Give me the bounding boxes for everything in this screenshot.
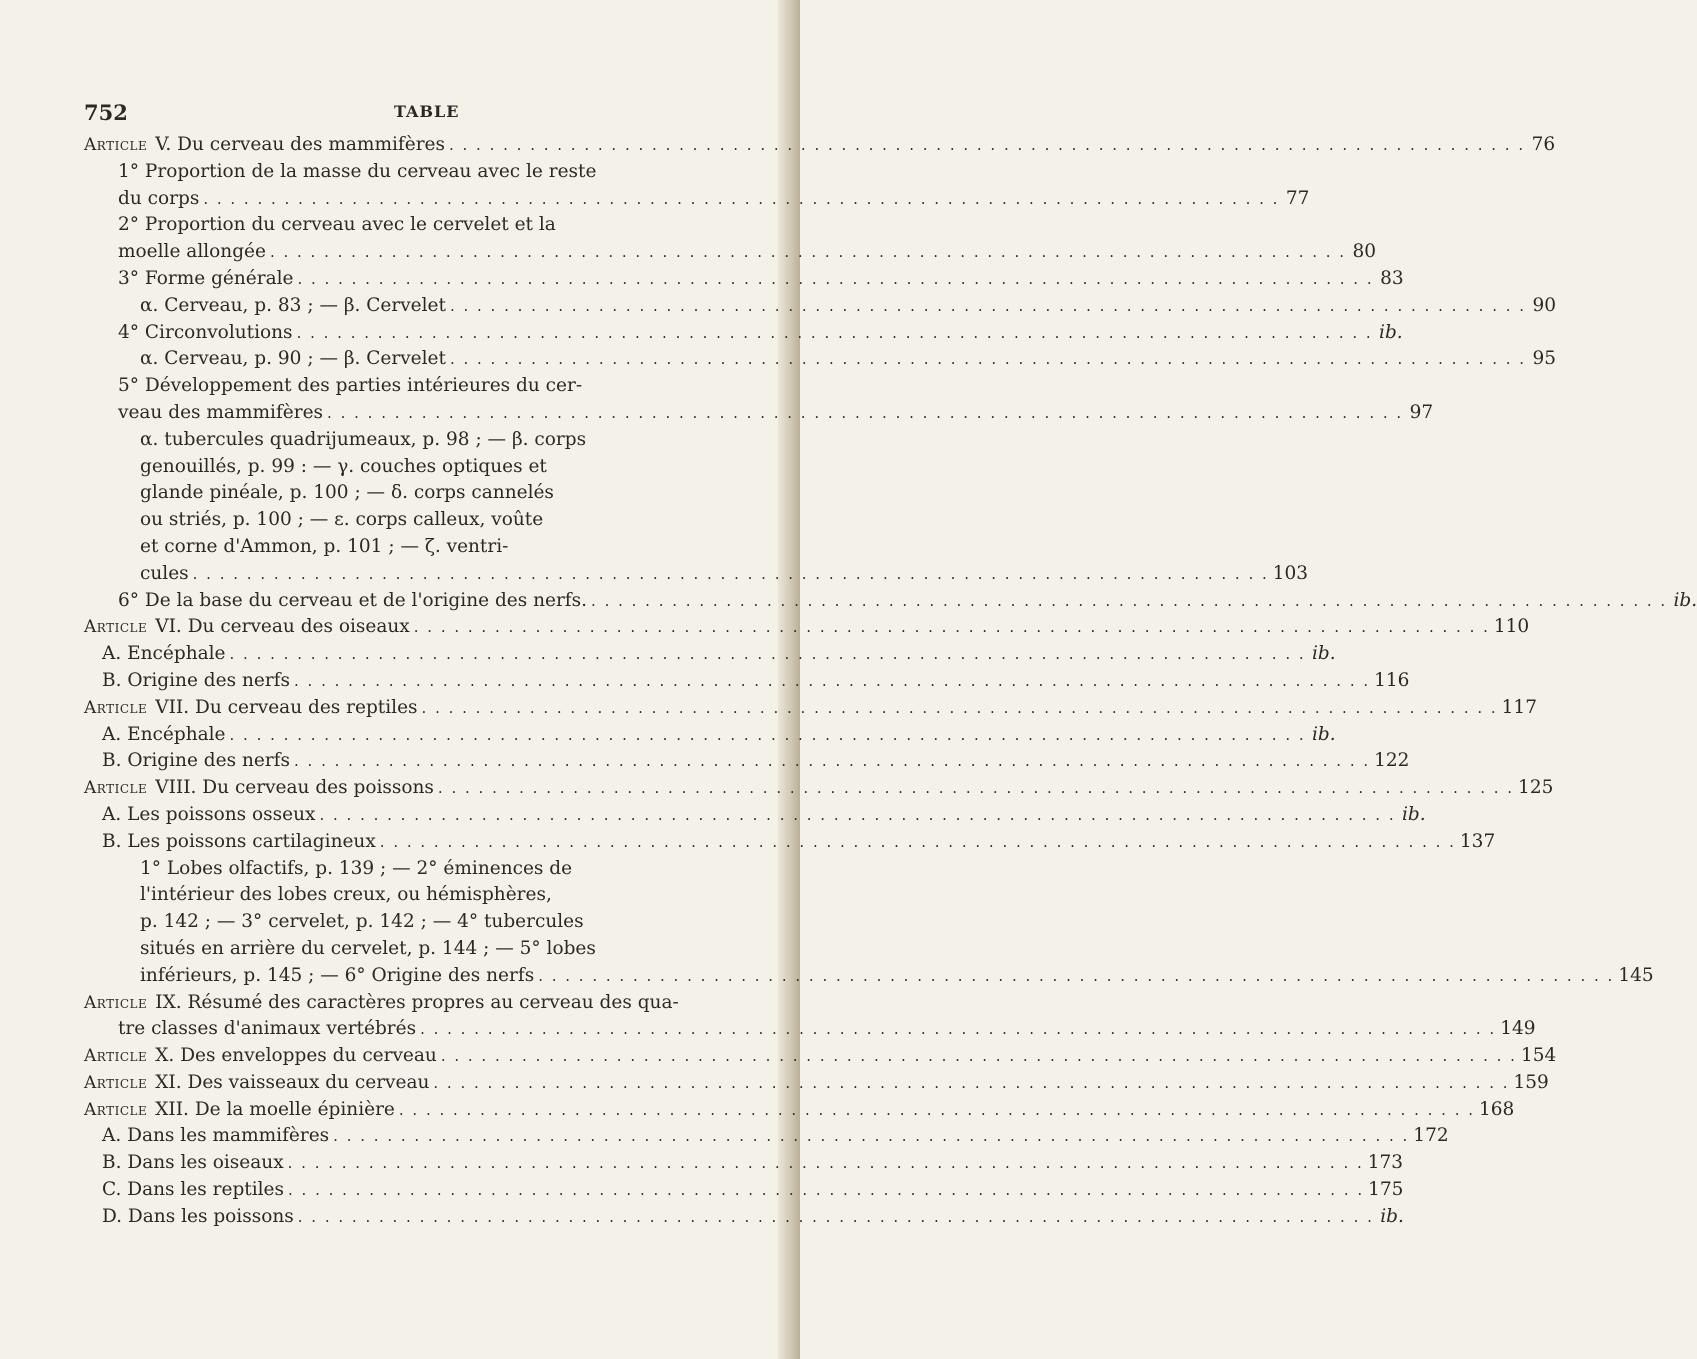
toc-entry-label: [102, 829, 376, 856]
toc-entry-label: [118, 266, 293, 293]
toc-entry-label: [118, 320, 293, 347]
toc-entry-label: [84, 990, 679, 1017]
toc-entry-text: du corps: [118, 187, 200, 209]
toc-entry-label: [102, 722, 226, 749]
toc-entry-text: XII. De la moelle épinière: [155, 1098, 395, 1120]
toc-entry-text: VIII. Du cerveau des poissons: [155, 777, 434, 799]
toc-entry-text: situés en arrière du cervelet, p. 144 ; — 5° lobes: [140, 937, 596, 959]
toc-article-entry: [84, 614, 1530, 641]
dot-leader: . . . . . . . . . . . . . . . . . . . . . . . . . . . . . . . . . . . . . . . . . . . . . . . . . . . . . . . . . . . . . . . . . . . . . . . . . . . . . . . .: [448, 136, 1526, 154]
dot-leader: . . . . . . . . . . . . . . . . . . . . . . . . . . . . . . . . . . . . . . . . . . . . . . . . . . . . . . . . . . . . . . . . . . . . . . . . . . . . . . . .: [433, 1073, 1510, 1092]
toc-entry: [84, 748, 1410, 775]
toc-entry-text: et corne d'Ammon, p. 101 ; — ζ. ventri-: [140, 535, 509, 557]
toc-entry-label: [102, 748, 290, 775]
toc-entry-text: 6° De la base du cerveau et de l'origine des nerfs.: [118, 589, 588, 611]
toc-entry-label: [118, 400, 323, 427]
article-heading: Article: [84, 1072, 148, 1093]
toc-entry-text: 4° Circonvolutions: [118, 321, 293, 343]
toc-entry-label: [84, 1043, 437, 1070]
dot-leader: . . . . . . . . . . . . . . . . . . . . . . . . . . . . . . . . . . . . . . . . . . . . . . . . . . . . . . . . . . . . . . . . . . . . . . . . . . . . . . . .: [440, 1047, 1517, 1066]
toc-entry-text: IX. Résumé des caractères propres au cerveau des qua-: [155, 991, 679, 1013]
article-heading: Article: [84, 1046, 148, 1067]
toc-entry-text: inférieurs, p. 145 ; — 6° Origine des nerfs: [140, 964, 535, 986]
table-of-contents: [84, 132, 1697, 1231]
toc-entry-label: [140, 480, 554, 507]
dot-leader: . . . . . . . . . . . . . . . . . . . . . . . . . . . . . . . . . . . . . . . . . . . . . . . . . . . . . . . . . . . . . . . . . . . . . . . . . . . . . . . .: [294, 752, 1371, 771]
toc-entry-label: [102, 1204, 294, 1231]
toc-entry-label: [84, 1097, 395, 1124]
dot-leader: . . . . . . . . . . . . . . . . . . . . . . . . . . . . . . . . . . . . . . . . . . . . . . . . . . . . . . . . . . . . . . . . . . . . . . . . . . . . . . . .: [538, 966, 1615, 985]
toc-article-entry: [84, 1097, 1515, 1124]
toc-page-number: 145: [1618, 964, 1654, 986]
toc-entry-label: [102, 802, 315, 829]
toc-page-number: 116: [1374, 669, 1410, 691]
running-title: TABLE: [394, 102, 460, 121]
toc-entry: [84, 454, 724, 481]
toc-page-number: ib.: [1380, 1205, 1404, 1227]
dot-leader: . . . . . . . . . . . . . . . . . . . . . . . . . . . . . . . . . . . . . . . . . . . . . . . . . . . . . . . . . . . . . . . . . . . . . . . . . . . . . . . .: [269, 243, 1347, 262]
toc-entry: [84, 320, 1403, 347]
page-header: [84, 100, 729, 124]
toc-entry-label: [84, 1070, 429, 1097]
toc-page-number: 76: [1531, 134, 1556, 155]
toc-entry: [84, 1123, 1449, 1150]
toc-page-number: 80: [1352, 241, 1377, 263]
toc-entry-text: X. Des enveloppes du cerveau: [155, 1045, 437, 1067]
dot-leader: . . . . . . . . . . . . . . . . . . . . . . . . . . . . . . . . . . . . . . . . . . . . . . . . . . . . . . . . . . . . . . . . . . . . . . . . . . . . . . . .: [319, 805, 1396, 824]
toc-entry-label: [140, 427, 586, 454]
article-heading: Article: [84, 778, 148, 799]
toc-entry-label: [102, 1150, 284, 1177]
toc-entry-label: [140, 346, 446, 373]
toc-page-number: 122: [1374, 750, 1410, 772]
toc-entry: [84, 588, 1697, 615]
toc-entry-text: l'intérieur des lobes creux, ou hémisphères,: [140, 884, 552, 906]
toc-entry-label: [118, 373, 582, 400]
toc-entry: [84, 186, 1310, 213]
toc-entry-text: B. Dans les oiseaux: [102, 1152, 284, 1174]
toc-page-number: 97: [1409, 401, 1434, 423]
toc-entry: [84, 373, 724, 400]
toc-page-number: 90: [1532, 294, 1557, 316]
toc-article-entry: [84, 1070, 1549, 1097]
toc-page-number: 173: [1367, 1152, 1404, 1174]
toc-page-number: 168: [1479, 1098, 1515, 1120]
dot-leader: . . . . . . . . . . . . . . . . . . . . . . . . . . . . . . . . . . . . . . . . . . . . . . . . . . . . . . . . . . . . . . . . . . . . . . . . . . . . . . . .: [192, 564, 1269, 583]
dot-leader: . . . . . . . . . . . . . . . . . . . . . . . . . . . . . . . . . . . . . . . . . . . . . . . . . . . . . . . . . . . . . . . . . . . . . . . . . . . . . . . .: [437, 779, 1515, 798]
toc-entry: [84, 963, 1654, 990]
toc-page-number: 172: [1413, 1125, 1449, 1147]
toc-entry-label: [118, 159, 596, 186]
dot-leader: . . . . . . . . . . . . . . . . . . . . . . . . . . . . . . . . . . . . . . . . . . . . . . . . . . . . . . . . . . . . . . . . . . . . . . . . . . . . . . . .: [333, 1127, 1410, 1146]
toc-page-number: ib.: [1312, 643, 1336, 665]
toc-entry: [84, 159, 724, 186]
toc-entry-text: XI. Des vaisseaux du cerveau: [155, 1071, 430, 1093]
toc-page-number: 154: [1520, 1045, 1557, 1067]
toc-page-number: 159: [1513, 1071, 1549, 1093]
toc-entry-label: [140, 534, 508, 561]
dot-leader: . . . . . . . . . . . . . . . . . . . . . . . . . . . . . . . . . . . . . . . . . . . . . . . . . . . . . . . . . . . . . . . . . . . . . . . . . . . . . . . .: [229, 645, 1306, 664]
toc-entry: [84, 909, 724, 936]
toc-entry-text: B. Origine des nerfs: [102, 669, 290, 691]
toc-entry-label: [118, 186, 199, 213]
toc-article-entry: [84, 990, 724, 1017]
toc-entry-label: [140, 293, 446, 320]
dot-leader: . . . . . . . . . . . . . . . . . . . . . . . . . . . . . . . . . . . . . . . . . . . . . . . . . . . . . . . . . . . . . . . . . . . . . . . . . . . . . . . .: [449, 296, 1527, 315]
toc-entry-text: 2° Proportion du cerveau avec le cervelet et la: [118, 214, 556, 236]
toc-entry-text: B. Les poissons cartilagineux: [102, 830, 376, 852]
dot-leader: . . . . . . . . . . . . . . . . . . . . . . . . . . . . . . . . . . . . . . . . . . . . . . . . . . . . . . . . . . . . . . . . . . . . . . . . . . . . . . . .: [288, 1181, 1365, 1200]
toc-entry-label: [140, 963, 534, 990]
toc-entry-text: A. Dans les mammifères: [102, 1125, 330, 1147]
toc-page-number: ib.: [1379, 321, 1403, 343]
toc-entry-text: α. Cerveau, p. 90 ; — β. Cervelet: [140, 348, 446, 370]
toc-entry: [84, 400, 1434, 427]
dot-leader: . . . . . . . . . . . . . . . . . . . . . . . . . . . . . . . . . . . . . . . . . . . . . . . . . . . . . . . . . . . . . . . . . . . . . . . . . . . . . . . .: [297, 269, 1374, 288]
toc-entry: [84, 936, 724, 963]
toc-entry-label: [84, 132, 445, 159]
toc-entry-text: p. 142 ; — 3° cervelet, p. 142 ; — 4° tubercules: [140, 911, 584, 933]
dot-leader: . . . . . . . . . . . . . . . . . . . . . . . . . . . . . . . . . . . . . . . . . . . . . . . . . . . . . . . . . . . . . . . . . . . . . . . . . . . . . . . .: [327, 403, 1404, 422]
toc-article-entry: [84, 1043, 1557, 1070]
toc-entry: [84, 293, 1557, 320]
toc-entry: [84, 212, 724, 239]
toc-entry-label: [140, 454, 547, 481]
toc-entry: [84, 1177, 1404, 1204]
toc-entry: [84, 1150, 1404, 1177]
toc-page-number: 95: [1532, 348, 1557, 370]
toc-entry-label: [140, 909, 584, 936]
dot-leader: . . . . . . . . . . . . . . . . . . . . . . . . . . . . . . . . . . . . . . . . . . . . . . . . . . . . . . . . . . . . . . . . . . . . . . . . . . . . . . . .: [297, 1207, 1374, 1226]
dot-leader: . . . . . . . . . . . . . . . . . . . . . . . . . . . . . . . . . . . . . . . . . . . . . . . . . . . . . . . . . . . . . . . . . . . . . . . . . . . . . . . .: [296, 323, 1373, 342]
toc-entry: [84, 641, 1336, 668]
toc-entry-text: genouillés, p. 99 : — γ. couches optiques et: [140, 455, 547, 477]
toc-page-number: ib.: [1673, 589, 1697, 611]
toc-entry: [84, 722, 1336, 749]
toc-entry: [84, 668, 1410, 695]
toc-entry-label: [84, 695, 418, 722]
toc-entry: [84, 480, 724, 507]
toc-entry-label: [118, 212, 556, 239]
toc-entry-text: glande pinéale, p. 100 ; — δ. corps cannelés: [140, 482, 554, 504]
toc-entry-text: 1° Proportion de la masse du cerveau avec le reste: [118, 160, 597, 182]
toc-article-entry: [84, 132, 1556, 159]
dot-leader: . . . . . . . . . . . . . . . . . . . . . . . . . . . . . . . . . . . . . . . . . . . . . . . . . . . . . . . . . . . . . . . . . . . . . . . . . . . . . . . .: [591, 591, 1668, 610]
toc-entry-text: cules: [140, 562, 189, 584]
toc-page-number: 103: [1272, 562, 1309, 584]
dot-leader: . . . . . . . . . . . . . . . . . . . . . . . . . . . . . . . . . . . . . . . . . . . . . . . . . . . . . . . . . . . . . . . . . . . . . . . . . . . . . . . .: [379, 832, 1456, 851]
toc-page-number: ib.: [1312, 723, 1336, 745]
toc-article-entry: [84, 695, 1537, 722]
article-heading: Article: [84, 697, 148, 718]
toc-entry-text: α. tubercules quadrijumeaux, p. 98 ; — β. corps: [140, 428, 587, 450]
toc-entry-text: A. Encéphale: [102, 723, 226, 745]
toc-entry-label: [140, 856, 572, 883]
toc-page-number: 175: [1368, 1179, 1404, 1201]
toc-entry-text: 1° Lobes olfactifs, p. 139 ; — 2° éminences de: [140, 857, 573, 879]
dot-leader: . . . . . . . . . . . . . . . . . . . . . . . . . . . . . . . . . . . . . . . . . . . . . . . . . . . . . . . . . . . . . . . . . . . . . . . . . . . . . . . .: [413, 618, 1490, 637]
toc-entry-label: [84, 775, 434, 802]
toc-entry-text: B. Origine des nerfs: [102, 750, 290, 772]
toc-entry: [84, 856, 724, 883]
toc-entry-text: D. Dans les poissons: [102, 1205, 294, 1227]
toc-entry: [84, 346, 1557, 373]
toc-entry-label: [140, 561, 189, 588]
toc-entry-label: [118, 239, 266, 266]
toc-entry-text: VII. Du cerveau des reptiles: [155, 696, 418, 718]
article-heading: Article: [84, 617, 148, 638]
toc-entry: [84, 534, 724, 561]
toc-entry-label: [140, 507, 543, 534]
toc-entry-label: [118, 588, 587, 615]
toc-entry: [84, 1204, 1404, 1231]
toc-entry-text: tre classes d'animaux vertébrés: [118, 1018, 417, 1040]
toc-entry: [84, 802, 1426, 829]
dot-leader: . . . . . . . . . . . . . . . . . . . . . . . . . . . . . . . . . . . . . . . . . . . . . . . . . . . . . . . . . . . . . . . . . . . . . . . . . . . . . . . .: [229, 725, 1306, 744]
toc-page-number: 149: [1500, 1018, 1536, 1040]
page-number: 752: [84, 100, 128, 125]
toc-entry-text: C. Dans les reptiles: [102, 1179, 284, 1201]
toc-page-number: ib.: [1401, 803, 1426, 825]
toc-entry-label: [84, 614, 410, 641]
toc-entry-label: [102, 1123, 329, 1150]
toc-entry-label: [102, 1177, 284, 1204]
toc-entry-text: α. Cerveau, p. 83 ; — β. Cervelet: [140, 294, 446, 316]
toc-entry-text: V. Du cerveau des mammifères: [155, 134, 445, 155]
dot-leader: . . . . . . . . . . . . . . . . . . . . . . . . . . . . . . . . . . . . . . . . . . . . . . . . . . . . . . . . . . . . . . . . . . . . . . . . . . . . . . . .: [398, 1100, 1475, 1119]
dot-leader: . . . . . . . . . . . . . . . . . . . . . . . . . . . . . . . . . . . . . . . . . . . . . . . . . . . . . . . . . . . . . . . . . . . . . . . . . . . . . . . .: [203, 189, 1280, 208]
dot-leader: . . . . . . . . . . . . . . . . . . . . . . . . . . . . . . . . . . . . . . . . . . . . . . . . . . . . . . . . . . . . . . . . . . . . . . . . . . . . . . . .: [449, 350, 1527, 369]
toc-page-number: 117: [1501, 696, 1537, 718]
toc-page-number: 77: [1285, 187, 1310, 209]
toc-entry-label: [140, 882, 552, 909]
toc-entry: [84, 561, 1309, 588]
toc-entry-text: veau des mammifères: [118, 401, 324, 423]
toc-entry: [84, 829, 1496, 856]
dot-leader: . . . . . . . . . . . . . . . . . . . . . . . . . . . . . . . . . . . . . . . . . . . . . . . . . . . . . . . . . . . . . . . . . . . . . . . . . . . . . . . .: [420, 1020, 1497, 1039]
toc-page-number: 137: [1459, 830, 1496, 852]
toc-entry-text: ou striés, p. 100 ; — ε. corps calleux, voûte: [140, 509, 544, 531]
article-heading: Article: [84, 135, 148, 155]
toc-page-number: 125: [1518, 777, 1554, 799]
toc-entry: [84, 427, 724, 454]
dot-leader: . . . . . . . . . . . . . . . . . . . . . . . . . . . . . . . . . . . . . . . . . . . . . . . . . . . . . . . . . . . . . . . . . . . . . . . . . . . . . . . .: [294, 671, 1371, 690]
toc-entry-label: [102, 641, 226, 668]
toc-article-entry: [84, 775, 1554, 802]
toc-entry-text: A. Encéphale: [102, 643, 226, 665]
article-heading: Article: [84, 1099, 148, 1120]
toc-entry: [84, 507, 724, 534]
toc-entry-text: 3° Forme générale: [118, 267, 294, 289]
toc-entry-text: VI. Du cerveau des oiseaux: [155, 616, 410, 638]
toc-page-number: 83: [1380, 267, 1404, 289]
dot-leader: . . . . . . . . . . . . . . . . . . . . . . . . . . . . . . . . . . . . . . . . . . . . . . . . . . . . . . . . . . . . . . . . . . . . . . . . . . . . . . . .: [287, 1154, 1364, 1173]
toc-entry: [84, 266, 1404, 293]
toc-entry-text: moelle allongée: [118, 241, 266, 263]
toc-entry-text: A. Les poissons osseux: [102, 803, 316, 825]
toc-entry-label: [118, 1016, 416, 1043]
article-heading: Article: [84, 992, 148, 1013]
toc-entry: [84, 882, 724, 909]
toc-entry: [84, 1016, 1536, 1043]
toc-page-number: 110: [1493, 616, 1530, 638]
toc-entry-text: 5° Développement des parties intérieures du cer-: [118, 375, 583, 397]
toc-entry-label: [102, 668, 290, 695]
dot-leader: . . . . . . . . . . . . . . . . . . . . . . . . . . . . . . . . . . . . . . . . . . . . . . . . . . . . . . . . . . . . . . . . . . . . . . . . . . . . . . . .: [421, 698, 1498, 717]
toc-entry-label: [140, 936, 596, 963]
toc-entry: [84, 239, 1377, 266]
